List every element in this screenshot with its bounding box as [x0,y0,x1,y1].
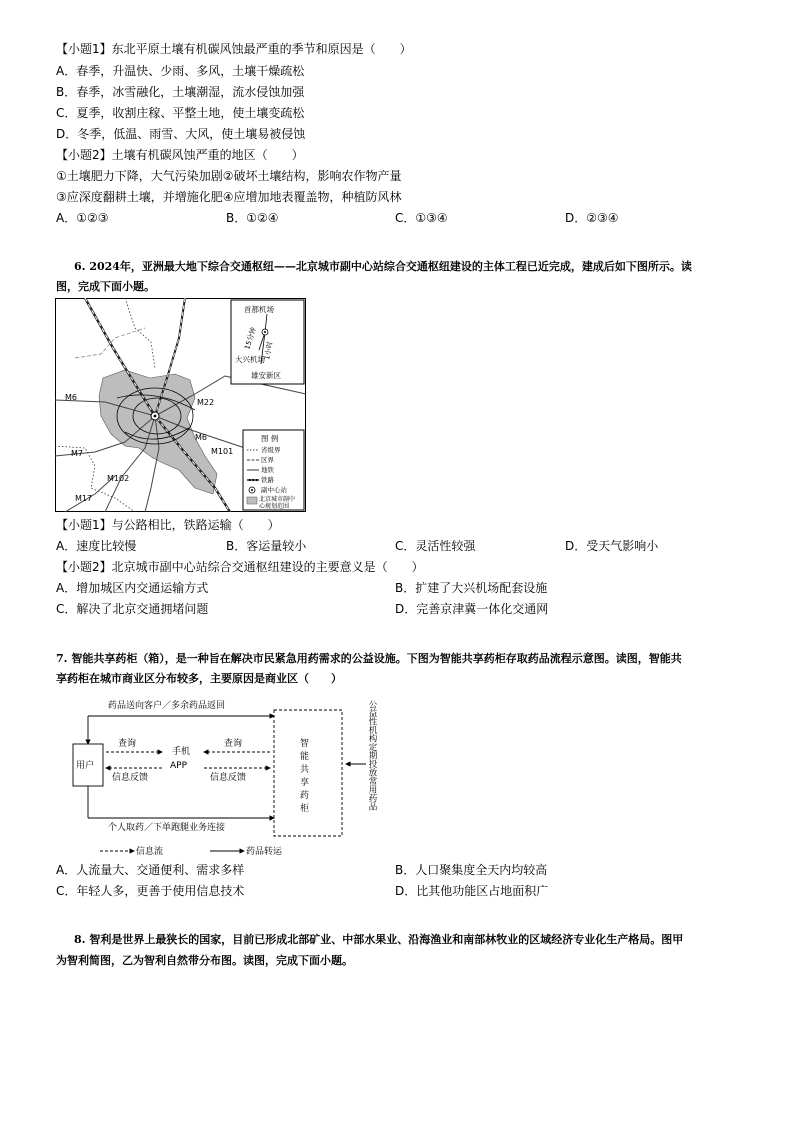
q6-sub1-option-d[interactable]: D．受天气影响小 [565,539,659,553]
inset-label-xiongan: 雄安新区 [251,371,281,380]
legend-item: 铁路 [261,476,274,484]
legend-drug-transport: 药品转运 [246,847,283,857]
q5-sub2-option-b[interactable]: B．①②④ [226,211,279,225]
q7-stem-line2: 享药柜在城市商业区分布较多，主要原因是商业区（ ） [56,672,342,685]
q7-option-c[interactable]: C．年轻人多，更善于使用信息技术 [56,884,245,898]
q5-sub1-stem: 【小题1】东北平原土壤有机碳风蚀最严重的季节和原因是（ ） [56,42,412,56]
q6-sub2-stem: 【小题2】北京城市副中心站综合交通枢纽建设的主要意义是（ ） [56,560,424,574]
legend-item: 区界 [261,456,274,464]
q5-sub1-option-d[interactable]: D．冬季，低温、雨雪、大风，使土壤易被侵蚀 [56,127,306,141]
q6-sub1-option-c[interactable]: C．灵活性较强 [395,539,476,553]
cabinet-box [274,710,342,836]
q7-stem-line1: 7. 智能共享药柜（箱），是一种旨在解决市民紧急用药需求的公益设施。下图为智能共享药柜存取药品流程示意图。读图，智能共 [56,652,682,665]
feedback-left-label: 信息反馈 [112,773,149,783]
q6-sub2-option-c[interactable]: C．解决了北京交通拥堵问题 [56,602,209,616]
legend-title: 图 例 [261,434,279,443]
legend-item: 副中心站 [261,486,287,494]
q8-stem-line1: 8. 智利是世界上最狭长的国家，目前已形成北部矿业、中部水果业、沿海渔业和南部林牧业的区域经济专业化生产格局。图甲 [74,933,684,946]
feedback-right-label: 信息反馈 [210,773,247,783]
phone-label: 手机 [172,747,191,757]
side-note: 公益性机构定期投放常用药品 [367,700,377,811]
beijing-subcenter-map [55,298,306,512]
q5-sub1-option-a[interactable]: A．春季，升温快、少雨、多风，土壤干燥疏松 [56,64,305,78]
q6-sub1-option-b[interactable]: B．客运量较小 [226,539,307,553]
q7-option-a[interactable]: A．人流量大、交通便利、需求多样 [56,863,245,877]
q6-stem-line2: 图，完成下面小题。 [56,280,155,293]
road-label: M17 [75,494,93,503]
q5-sub2-stem: 【小题2】土壤有机碳风蚀严重的地区（ ） [56,148,304,162]
inset-label-15min: 15分钟 [243,326,258,351]
bottom-flow-label: 个人取药／下单跑腿业务连接 [108,823,226,833]
q6-sub1-option-a[interactable]: A．速度比较慢 [56,539,137,553]
q6-sub2-option-a[interactable]: A．增加城区内交通运输方式 [56,581,209,595]
q6-sub2-option-b[interactable]: B．扩建了大兴机场配套设施 [395,581,548,595]
q5-sub2-option-d[interactable]: D．②③④ [565,211,619,225]
inset-label-1hour: 1小时 [263,340,275,361]
user-label: 用户 [76,761,95,771]
legend-info-flow: 信息流 [136,847,164,857]
query-left-label: 查询 [118,739,137,749]
q7-option-d[interactable]: D．比其他功能区占地面积广 [395,884,549,898]
medicine-cabinet-flow-diagram [60,694,390,860]
q5-sub2-statements-1: ①土壤肥力下降，大气污染加剧②破坏土壤结构，影响农作物产量 [56,169,402,183]
legend-item: 心规划范围 [259,503,290,510]
legend-item: 省级界 [261,446,281,454]
road-label: M6 [65,393,77,402]
q5-sub2-statements-2: ③应深度翻耕土壤，并增施化肥④应增加地表覆盖物，种植防风林 [56,190,402,204]
road-label: M102 [107,474,130,483]
q6-sub2-option-d[interactable]: D．完善京津冀一体化交通网 [395,602,549,616]
q5-sub1-option-c[interactable]: C．夏季，收割庄稼、平整土地，使土壤变疏松 [56,106,305,120]
app-label: APP [170,761,188,771]
legend-item: 北京城市副中 [259,496,296,503]
q5-sub1-option-b[interactable]: B．春季，冰雪融化，土壤潮湿，流水侵蚀加强 [56,85,305,99]
q5-sub2-option-a[interactable]: A．①②③ [56,211,109,225]
road-label: M7 [71,449,83,458]
q5-sub2-option-c[interactable]: C．①③④ [395,211,448,225]
query-right-label: 查询 [224,739,243,749]
cabinet-label: 智能共享药柜 [298,738,308,816]
inset-label-daxing-airport: 大兴机场 [235,355,265,364]
road-label: M22 [197,398,215,407]
road-label: M6 [195,433,207,442]
inset-label-capital-airport: 首都机场 [244,305,274,314]
top-flow-label: 药品送向客户／多余药品返回 [108,701,226,711]
q8-stem-line2: 为智利简图，乙为智利自然带分布图。读图，完成下面小题。 [56,954,353,967]
road-label: M101 [211,447,234,456]
q7-option-b[interactable]: B．人口聚集度全天内均较高 [395,863,548,877]
legend-item: 地铁 [261,466,274,474]
q6-stem-line1: 6. 2024年，亚洲最大地下综合交通枢纽——北京城市副中心站综合交通枢纽建设的主体工程已近完成，建成后如下图所示。读 [74,260,692,273]
q6-sub1-stem: 【小题1】与公路相比，铁路运输（ ） [56,518,280,532]
